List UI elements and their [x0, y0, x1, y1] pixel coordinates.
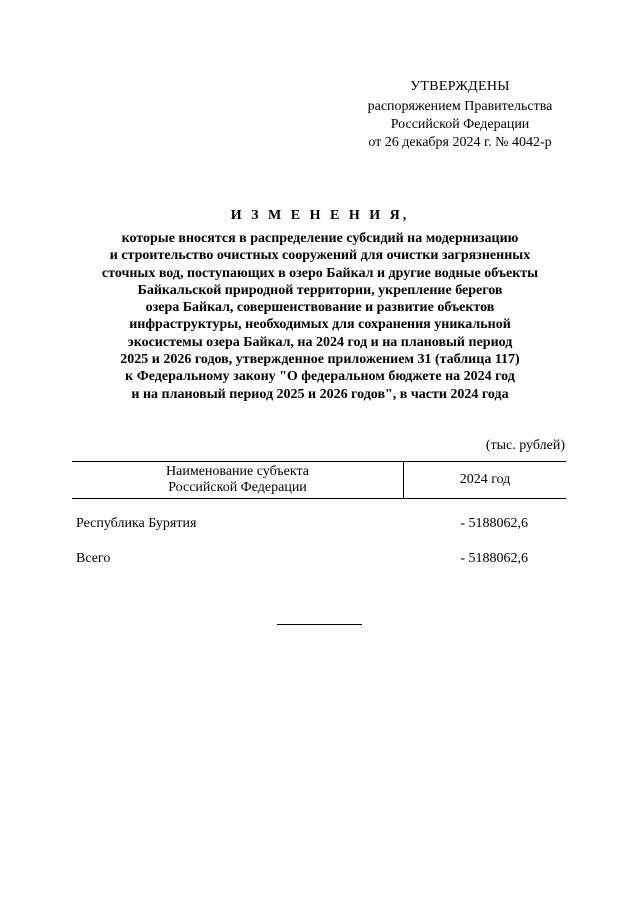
subtitle-line: 2025 и 2026 годов, утвержденное приложением 31 (таблица 117): [120, 352, 520, 368]
approval-line-2: Российской Федерации: [390, 117, 530, 132]
header-name-line-2: Российской Федерации: [168, 480, 307, 495]
subtitle-line: которые вносятся в распределение субсидий на модернизацию: [121, 231, 519, 246]
subtitle-line: и на плановый период 2025 и 2026 годов", в части 2024 года: [131, 386, 509, 402]
subtitle-line: и строительство очистных сооружений для очистки загрязненных: [109, 248, 531, 264]
row-value: - 5188062,6: [460, 516, 528, 531]
document-title: И З М Е Н Е Н И Я,: [230, 208, 410, 223]
row-name: Республика Бурятия: [76, 516, 197, 531]
subtitle-line: инфраструктуры, необходимых для сохранения уникальной: [129, 317, 511, 333]
end-divider: [277, 624, 362, 625]
table-row-total: [76, 551, 528, 567]
subtitle-line: к Федеральному закону "О федеральном бюджете на 2024 год: [125, 369, 515, 385]
subtitle-line: озера Байкал, совершенствование и развитие объектов: [145, 300, 495, 316]
table-header: [72, 461, 566, 499]
approval-line-3: от 26 декабря 2024 г. № 4042-р: [368, 135, 552, 150]
table-row: [76, 516, 528, 532]
subtitle-line: Байкальской природной территории, укрепление берегов: [137, 282, 503, 298]
header-name-line-1: Наименование субъекта: [166, 464, 309, 479]
document-subtitle: [60, 230, 580, 403]
subtitle-line: сточных вод, поступающих в озеро Байкал и другие водные объекты: [101, 265, 539, 281]
approval-block: [340, 78, 580, 152]
approval-line-1: распоряжением Правительства: [367, 99, 553, 114]
header-name-column: [72, 462, 404, 498]
header-year-column: 2024 год: [459, 472, 511, 487]
subtitle-line: экосистемы озера Байкал, на 2024 год и на плановый период: [127, 334, 513, 350]
units-label: (тыс. рублей): [485, 438, 565, 453]
approval-heading: УТВЕРЖДЕНЫ: [410, 79, 510, 94]
row-value: - 5188062,6: [460, 551, 528, 566]
row-name: Всего: [76, 551, 111, 566]
